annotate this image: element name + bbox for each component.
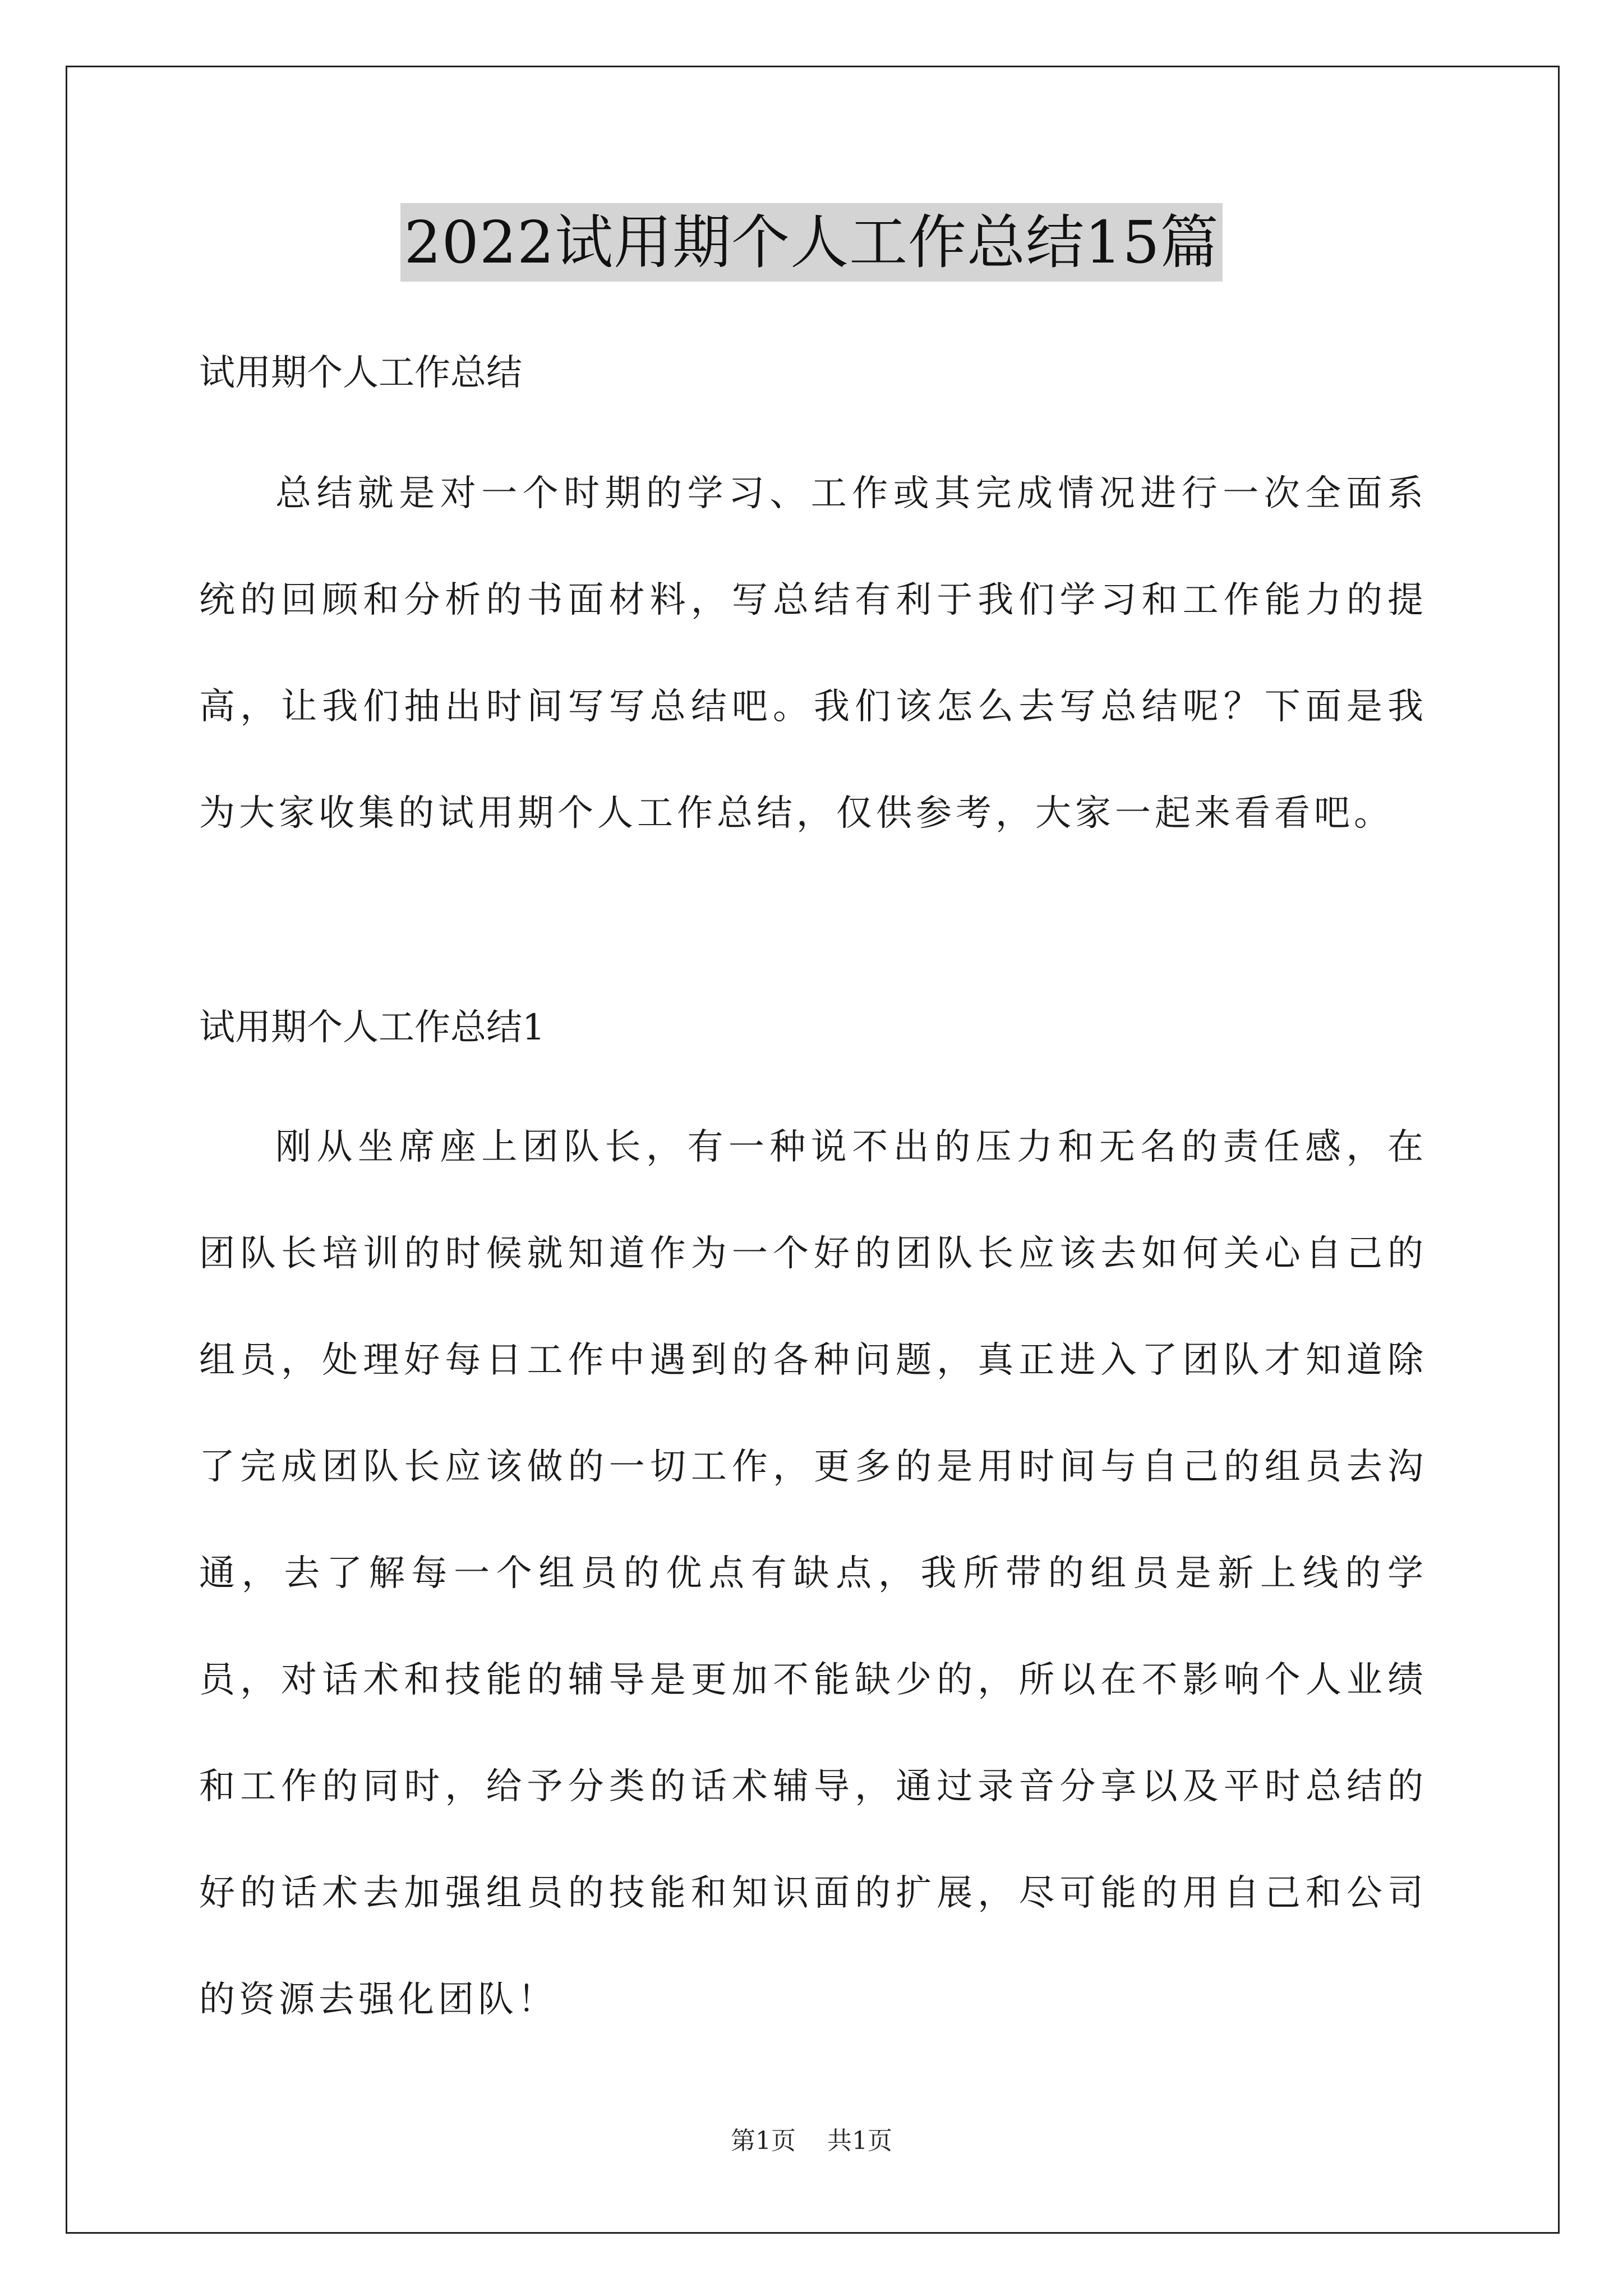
page-number-total: 共1页 — [827, 2127, 892, 2155]
title-container — [0, 203, 1623, 282]
section-1-paragraph: 刚从坐席座上团队长，有一种说不出的压力和无名的责任感，在团队长培训的时候就知道作为一个好的团队长应该去如何关心自己的组员，处理好每日工作中遇到的各种问题，真正进入了团队才知道除了完成团队长应该做的一切工作，更多的是用时间与自己的组员去沟通，去了解每一个组员的优点有缺点，我所带的组员是新上线的学员，对话术和技能的辅导是更加不能缺少的，所以在不影响个人业绩和工作的同时，给予分类的话术辅导，通过录音分享以及平时总结的好的话术去加强组员的技能和知识面的扩展，尽可能的用自己和公司的资源去强化团队！ — [199, 1126, 1427, 2021]
page-footer — [0, 2124, 1623, 2158]
intro-heading: 试用期个人工作总结 — [199, 352, 522, 394]
page-number-current: 第1页 — [731, 2127, 796, 2155]
document-title: 2022试用期个人工作总结15篇 — [400, 203, 1222, 282]
intro-paragraph: 总结就是对一个时期的学习、工作或其完成情况进行一次全面系统的回顾和分析的书面材料，写总结有利于我们学习和工作能力的提高，让我们抽出时间写写总结吧。我们该怎么去写总结呢？下面是我为大家收集的试用期个人工作总结，仅供参考，大家一起来看看吧。 — [199, 473, 1427, 834]
section-1-heading: 试用期个人工作总结1 — [199, 1007, 545, 1048]
